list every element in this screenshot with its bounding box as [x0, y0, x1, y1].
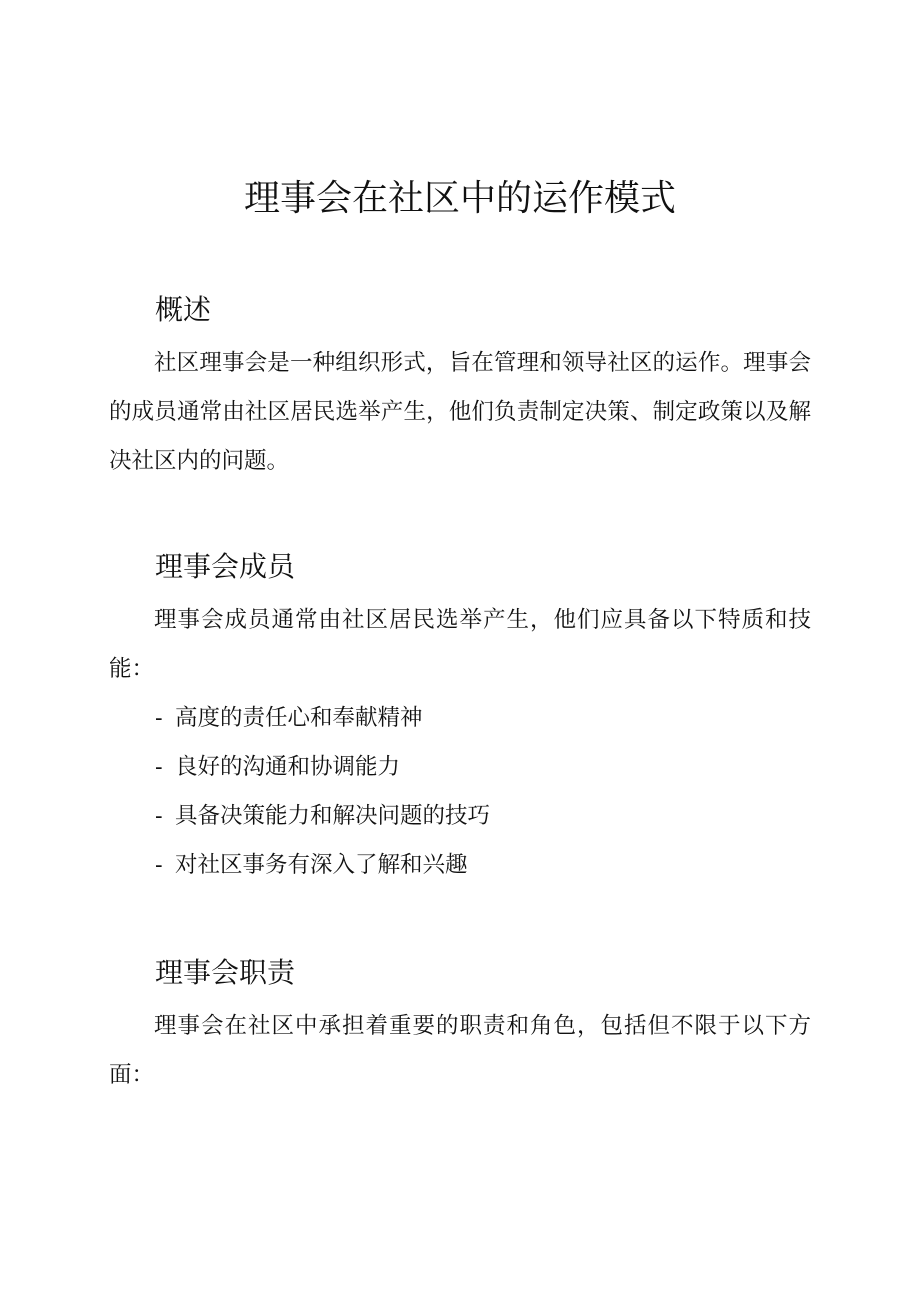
- list-item: [155, 703, 423, 733]
- bullet-marker: -: [155, 705, 163, 731]
- list-item: [155, 850, 468, 880]
- bullet-marker: -: [155, 754, 163, 780]
- list-item-text: 对社区事务有深入了解和兴趣: [175, 852, 468, 878]
- section-paragraph-members: 理事会成员通常由社区居民选举产生，他们应具备以下特质和技能：: [109, 607, 811, 682]
- section-heading-overview: 概述: [155, 293, 212, 326]
- section-heading-members: 理事会成员: [155, 550, 296, 583]
- list-item-text: 高度的责任心和奉献精神: [175, 705, 423, 731]
- list-item: [155, 801, 490, 831]
- list-item-text: 良好的沟通和协调能力: [175, 754, 401, 780]
- section-paragraph-overview: 社区理事会是一种组织形式，旨在管理和领导社区的运作。理事会的成员通常由社区居民选举产生，他们负责制定决策、制定政策以及解决社区内的问题。: [109, 350, 811, 474]
- section-heading-duties: 理事会职责: [155, 956, 296, 989]
- section-paragraph-duties: 理事会在社区中承担着重要的职责和角色，包括但不限于以下方面：: [109, 1013, 811, 1088]
- list-item-text: 具备决策能力和解决问题的技巧: [175, 803, 491, 829]
- document-title: 理事会在社区中的运作模式: [243, 178, 676, 219]
- list-item: [155, 752, 400, 782]
- bullet-marker: -: [155, 803, 163, 829]
- bullet-marker: -: [155, 852, 163, 878]
